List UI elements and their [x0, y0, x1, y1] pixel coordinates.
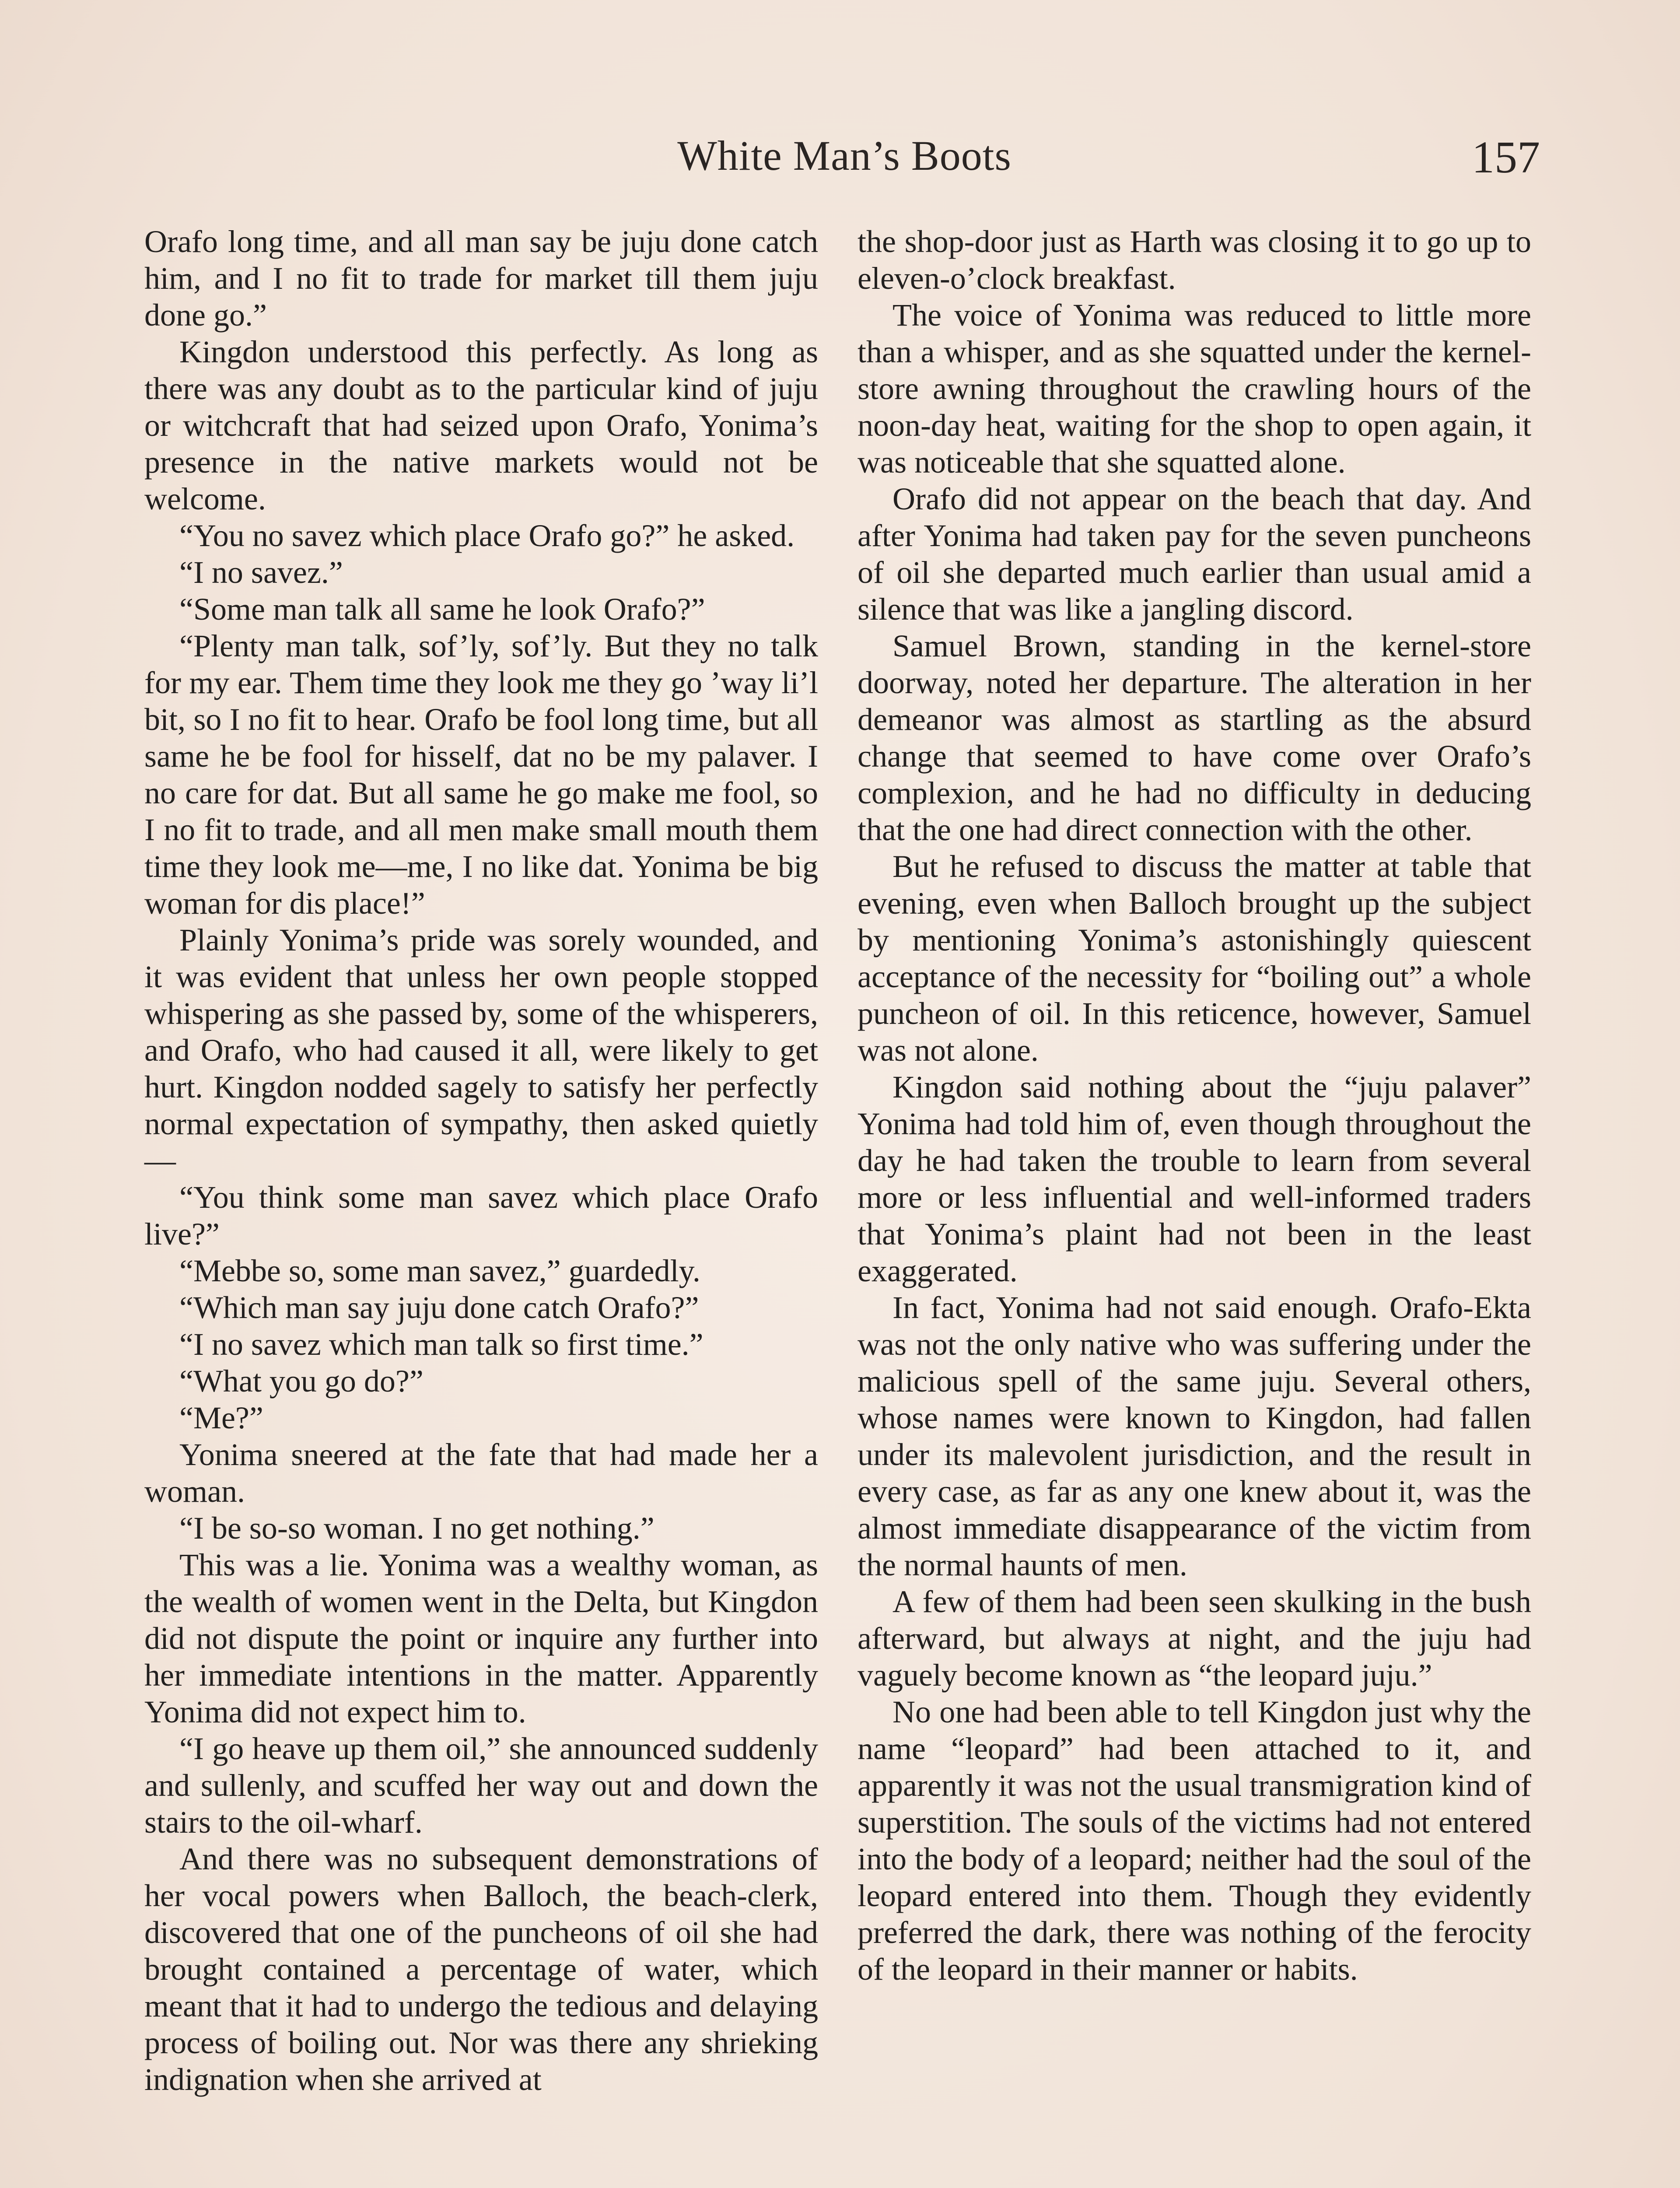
page-number: 157: [1472, 132, 1540, 182]
running-head: White Man’s Boots: [677, 132, 1012, 179]
paragraph: “Some man talk all same he look Orafo?”: [179, 592, 705, 627]
paragraph: “You think some man savez which place Orafo live?”: [144, 1180, 818, 1252]
paragraph: In fact, Yonima had not said enough. Orafo-Ekta was not the only native who was suffering under the malicious spell of the same juju. Several others, whose names were known to Kingdon, had fallen under its malevolent jurisdiction, and the result in every case, as far as any one knew about it, was the almost immediate disappearance of the victim from the normal haunts of men.: [858, 1290, 1531, 1582]
paragraph: But he refused to discuss the matter at table that evening, even when Balloch brought up the subject by mentioning Yonima’s astonishingly quiescent acceptance of the necessity for “boiling out” a whole puncheon of oil. In this reticence, however, Samuel was not alone.: [858, 849, 1531, 1068]
paragraph: Kingdon understood this perfectly. As long as there was any doubt as to the particular kind of juju or witchcraft that had seized upon Orafo, Yonima’s presence in the native markets would not be welcome.: [144, 334, 818, 516]
paragraph: Samuel Brown, standing in the kernel-store doorway, noted her departure. The alteration in her demeanor was almost as startling as the absurd change that seemed to have come over Orafo’s complexion, and he had no difficulty in deducing that the one had direct connection with the other.: [858, 628, 1531, 847]
paragraph: This was a lie. Yonima was a wealthy woman, as the wealth of women went in the Delta, but Kingdon did not dispute the point or inquire any further into her immediate intentions in the matter. Apparently Yonima did not expect him to.: [144, 1547, 818, 1729]
paragraph: The voice of Yonima was reduced to little more than a whisper, and as she squatted under the kernel-store awning throughout the crawling hours of the noon-day heat, waiting for the shop to open again, it was noticeable that she squatted alone.: [858, 298, 1531, 480]
paragraph: “I be so-so woman. I no get nothing.”: [179, 1511, 654, 1546]
paragraph: A few of them had been seen skulking in the bush afterward, but always at night, and the juju had vaguely become known as “the leopard juju.”: [858, 1584, 1531, 1693]
paragraph: Yonima sneered at the fate that had made her a woman.: [144, 1437, 818, 1509]
paragraph: “You no savez which place Orafo go?” he asked.: [179, 518, 795, 553]
paragraph: Kingdon said nothing about the “juju palaver” Yonima had told him of, even though throughout the day he had taken the trouble to learn from several more or less influential and well-informed traders that Yonima’s plaint had not been in the least exaggerated.: [858, 1069, 1531, 1288]
paragraph: And there was no subsequent demonstrations of her vocal powers when Balloch, the beach-clerk, discovered that one of the puncheons of oil she had brought contained a percentage of water, which meant that it had to undergo the tedious and delaying process of boiling out. Nor was there any shrieking indignation when she arrived at: [144, 1841, 818, 2097]
paragraph: “Mebbe so, some man savez,” guardedly.: [179, 1253, 700, 1288]
paragraph: “Me?”: [179, 1400, 263, 1435]
paragraph: No one had been able to tell Kingdon just why the name “leopard” had been attached to it, and apparently it was not the usual transmigration kind of superstition. The souls of the victims had not entered into the body of a leopard; neither had the soul of the leopard entered into them. Though they evidently preferred the dark, there was nothing of the ferocity of the leopard in their manner or habits.: [858, 1694, 1531, 1987]
left-column: [144, 223, 818, 2098]
paragraph: Orafo did not appear on the beach that day. And after Yonima had taken pay for the seven puncheons of oil she departed much earlier than usual amid a silence that was like a jangling discord.: [858, 481, 1531, 627]
paragraph: “What you go do?”: [179, 1364, 424, 1399]
paragraph: “Which man say juju done catch Orafo?”: [179, 1290, 699, 1325]
paragraph: “I go heave up them oil,” she announced suddenly and sullenly, and scuffed her way out and down the stairs to the oil-wharf.: [144, 1731, 818, 1840]
right-column: [858, 223, 1531, 1988]
paragraph: “I no savez which man talk so first time.”: [179, 1327, 704, 1362]
paragraph: “I no savez.”: [179, 555, 343, 590]
paragraph: Plainly Yonima’s pride was sorely wounded, and it was evident that unless her own people stopped whispering as she passed by, some of the whisperers, and Orafo, who had caused it all, were likely to get hurt. Kingdon nodded sagely to satisfy her perfectly normal expectation of sympathy, then asked quietly—: [144, 922, 818, 1178]
paragraph: Orafo long time, and all man say be juju done catch him, and I no fit to trade for market till them juju done go.”: [144, 224, 818, 333]
paragraph: “Plenty man talk, sof’ly, sof’ly. But they no talk for my ear. Them time they look me they go ’way li’l bit, so I no fit to hear. Orafo be fool long time, but all same he be fool for hisself, dat no be my palaver. I no care for dat. But all same he go make me fool, so I no fit to trade, and all men make small mouth them time they look me—me, I no like dat. Yonima be big woman for dis place!”: [144, 628, 818, 921]
paragraph: the shop-door just as Harth was closing it to go up to eleven-o’clock breakfast.: [858, 224, 1531, 296]
